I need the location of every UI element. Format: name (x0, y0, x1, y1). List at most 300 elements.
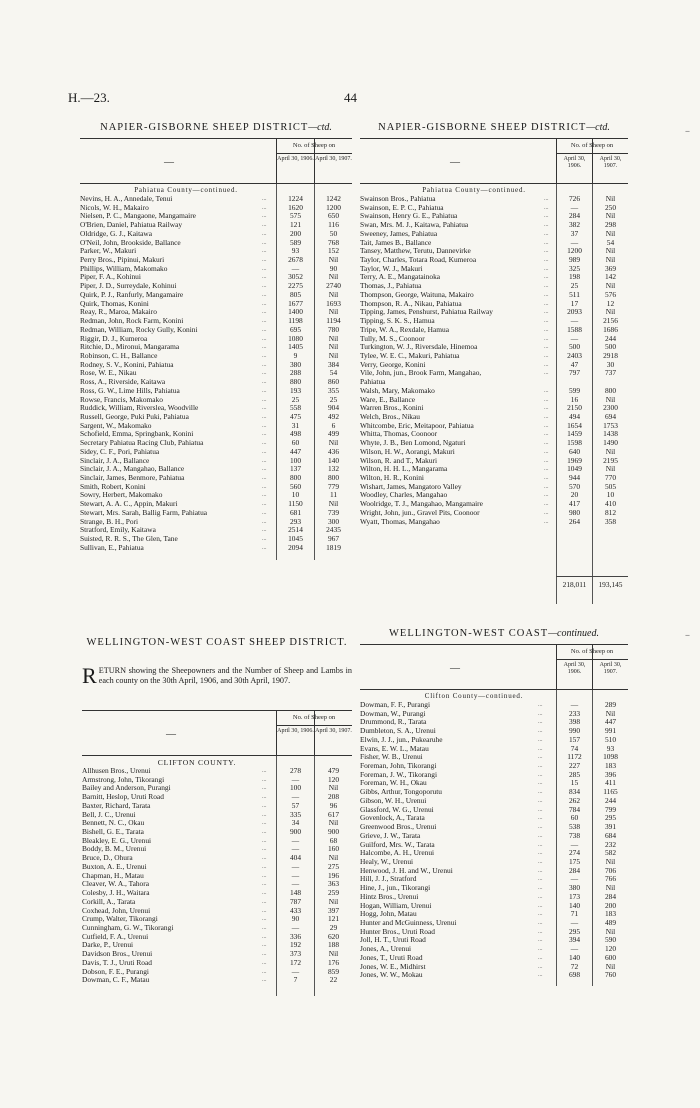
table-row (360, 230, 628, 239)
count-1906: 31 (291, 420, 300, 430)
table-row (80, 369, 352, 378)
leader-dots: ... (538, 937, 543, 944)
owner-name: Joll, H. T., Uruti Road (360, 936, 426, 945)
table-header: — No. of Sheep on April 30, 1906. April 30, 1907. (360, 644, 628, 690)
owner-name: Tully, M. S., Coonoor (360, 334, 425, 343)
owner-name: Fisher, W. B., Urenui (360, 753, 423, 762)
leader-dots: ... (544, 326, 549, 333)
owner-name: Dumbleton, S. A., Urenui (360, 727, 436, 736)
owner-name: Piper, F. A., Kohinui (80, 273, 141, 282)
count-1906: 834 (568, 787, 581, 797)
count-1907: 739 (327, 507, 340, 517)
table-row (82, 950, 352, 959)
count-1907: 295 (604, 813, 617, 823)
table-row (360, 788, 628, 797)
table-row (82, 880, 352, 889)
count-1906: 1045 (288, 534, 303, 544)
count-1906: 681 (289, 507, 302, 517)
leader-dots: ... (544, 396, 549, 403)
table-row (82, 968, 352, 977)
table-row (80, 361, 352, 370)
table-row (80, 212, 352, 221)
count-1906: — (291, 844, 300, 854)
leader-dots: ... (262, 881, 267, 888)
owner-name: Dobson, F. E., Purangi (82, 967, 149, 976)
owner-name: Evans, E. W. L., Matau (360, 744, 429, 753)
table-row (360, 509, 628, 518)
count-1907: 2300 (603, 403, 618, 413)
count-1906: 1969 (567, 455, 582, 465)
leader-dots: ... (544, 413, 549, 420)
leader-dots: ... (544, 318, 549, 325)
owner-name: Healy, W., Urenui (360, 857, 414, 866)
owner-name: Swainson, Henry G. E., Pahiatua (360, 212, 458, 221)
count-1906: 797 (568, 368, 581, 378)
owner-name: Bell, J. C., Urenui (82, 810, 136, 819)
table-row (360, 919, 628, 928)
count-1907: 232 (604, 839, 617, 849)
table-row (360, 936, 628, 945)
table-row (360, 823, 628, 832)
leader-dots: ... (262, 431, 267, 438)
count-1907: 10 (606, 490, 615, 500)
owner-name: Sullivan, E., Pahiatua (80, 543, 144, 552)
leader-dots: ... (544, 291, 549, 298)
count-1907: 355 (327, 385, 340, 395)
owner-name: Dowman, W., Purangi (360, 709, 426, 718)
count-1907: 510 (604, 734, 617, 744)
count-1906: 1172 (567, 752, 582, 762)
leader-dots: ... (538, 754, 543, 761)
count-1906: 16 (570, 394, 579, 404)
table-row (360, 910, 628, 919)
table-row (80, 448, 352, 457)
table-row (360, 291, 628, 300)
count-1907: 650 (327, 211, 340, 221)
leader-dots: ... (262, 898, 267, 905)
owner-name: Nicols, W. H., Makairo (80, 203, 149, 212)
owner-name: Ware, E., Ballance (360, 395, 416, 404)
owner-name: Hintz Bros., Urenui (360, 892, 419, 901)
table-row (360, 404, 628, 413)
owner-name: Swainson Bros., Pahiatua (360, 195, 436, 203)
leader-dots: ... (538, 946, 543, 953)
leader-dots: ... (262, 291, 267, 298)
leader-dots: ... (544, 466, 549, 473)
count-1906: 500 (568, 342, 581, 352)
table-row (80, 387, 352, 396)
leader-dots: ... (538, 954, 543, 961)
owner-name: Armstrong, John, Tikorangi (82, 775, 165, 784)
leader-dots: ... (544, 405, 549, 412)
table-row (80, 518, 352, 527)
header-1907: April 30, 1907. (315, 156, 352, 162)
leader-dots: ... (262, 361, 267, 368)
leader-dots: ... (262, 872, 267, 879)
owner-name: Dowman, C. F., Matau (82, 976, 150, 985)
owner-name: Warren Bros., Konini (360, 404, 424, 413)
count-1907: 500 (604, 342, 617, 352)
table-row (80, 526, 352, 535)
owner-name: Reay, R., Maroa, Makairo (80, 308, 157, 317)
count-1906: 373 (289, 949, 302, 959)
table-row (80, 422, 352, 431)
count-1907: Nil (328, 818, 339, 828)
count-1907: 967 (327, 534, 340, 544)
count-1907: Nil (605, 394, 616, 404)
table-row (360, 841, 628, 850)
table-row (360, 762, 628, 771)
leader-dots: ... (538, 780, 543, 787)
count-1907: 188 (327, 940, 340, 950)
table-row (360, 771, 628, 780)
owner-name: Ross, G. W., Lime Hills, Pahiatua (80, 386, 180, 395)
leader-dots: ... (538, 736, 543, 743)
count-1906: 200 (289, 228, 302, 238)
table-row (360, 483, 628, 492)
count-1907: 2740 (326, 281, 341, 291)
count-1907: Nil (605, 255, 616, 265)
count-1907: Nil (605, 246, 616, 256)
leader-dots: ... (262, 518, 267, 525)
owner-name: Barnitt, Heslop, Uruti Road (82, 793, 164, 802)
count-1907: 2156 (603, 316, 618, 326)
owner-name: Jones, W. E., Midhirst (360, 962, 426, 971)
count-1907: 369 (604, 263, 617, 273)
count-1907: 132 (327, 464, 340, 474)
count-1907: Nil (328, 272, 339, 282)
owner-name: Taylor, W. J., Makuri (360, 264, 423, 273)
leader-dots: ... (262, 326, 267, 333)
count-1906: 335 (289, 809, 302, 819)
table-row (360, 439, 628, 448)
count-1907: 694 (604, 411, 617, 421)
owner-name: Phillips, William, Makomako (80, 264, 168, 273)
table-row (80, 343, 352, 352)
table-row (360, 265, 628, 274)
owner-name: Bishell, G. E., Tarata (82, 828, 144, 837)
count-1906: — (570, 333, 579, 343)
table-row (360, 893, 628, 902)
table-row (80, 256, 352, 265)
count-1906: 60 (291, 438, 300, 448)
count-1906: 698 (568, 970, 581, 980)
table-row (80, 500, 352, 509)
owner-name: Crump, Walter, Tikorangi (82, 915, 158, 924)
table-header: — No. of Sheep on April 30, 1906. April 30, 1907. (80, 138, 352, 184)
leader-dots: ... (538, 963, 543, 970)
count-1907: 800 (327, 473, 340, 482)
table-row (80, 291, 352, 300)
leader-dots: ... (262, 274, 267, 281)
owner-name: Turkington, W. J., Riversdale, Hinemoa (360, 343, 478, 352)
count-1906: 1677 (288, 298, 303, 308)
count-1907: 489 (604, 917, 617, 927)
table-row (82, 811, 352, 820)
leader-dots: ... (538, 789, 543, 796)
leader-dots: ... (538, 728, 543, 735)
table-row (82, 907, 352, 916)
count-1906: — (570, 917, 579, 927)
count-1906: 538 (568, 822, 581, 832)
leader-dots: ... (544, 248, 549, 255)
owner-name: Tansey, Matthew, Terutu, Dannevirke (360, 247, 471, 256)
owner-name: Thompson, R. A., Nikau, Pahiatua (360, 299, 462, 308)
leader-dots: ... (262, 776, 267, 783)
count-1907: 142 (604, 272, 617, 282)
owner-name: Sargent, W., Makomako (80, 421, 152, 430)
table-row (80, 247, 352, 256)
count-1906: 274 (568, 848, 581, 858)
leader-dots: ... (538, 972, 543, 979)
table-row (80, 544, 352, 553)
leader-dots: ... (538, 824, 543, 831)
owner-name: Whitcombe, Eric, Meitapoor, Pahiatua (360, 421, 474, 430)
leader-dots: ... (262, 959, 267, 966)
count-1907: 2195 (603, 455, 618, 465)
table-row (82, 793, 352, 802)
table-row (80, 352, 352, 361)
count-1906: 71 (570, 909, 579, 919)
header-no-sheep: No. of Sheep on (276, 711, 352, 726)
table-row (80, 308, 352, 317)
count-1906: 193 (289, 385, 302, 395)
leader-dots: ... (544, 274, 549, 281)
count-1907: Nil (605, 307, 616, 317)
leader-dots: ... (544, 448, 549, 455)
table-row (360, 491, 628, 500)
table-row (360, 369, 628, 378)
leader-dots: ... (544, 352, 549, 359)
count-1906: 233 (568, 708, 581, 718)
leader-dots: ... (544, 457, 549, 464)
table-row (80, 465, 352, 474)
header-1907: April 30, 1907. (315, 728, 352, 734)
count-1906: 173 (568, 891, 581, 901)
count-1906: 900 (289, 827, 302, 837)
header-1907: April 30, 1907. (599, 156, 622, 169)
leader-dots: ... (262, 829, 267, 836)
count-1906: 1405 (288, 342, 303, 352)
count-1907: 1242 (326, 194, 341, 203)
count-1907: 93 (606, 743, 615, 753)
leader-dots: ... (262, 863, 267, 870)
count-1907: Nil (328, 853, 339, 863)
count-1906: — (291, 774, 300, 784)
owner-name: Baxter, Richard, Tarata (82, 801, 151, 810)
leader-dots: ... (262, 820, 267, 827)
count-1907: 275 (327, 861, 340, 871)
table-row (360, 963, 628, 972)
count-1907: 152 (327, 246, 340, 256)
count-1907: 768 (327, 237, 340, 247)
table-row (360, 902, 628, 911)
count-1906: 90 (291, 914, 300, 924)
leader-dots: ... (544, 492, 549, 499)
count-1907: 499 (327, 429, 340, 439)
table-header: — No. of Sheep on April 30, 1906. April 30, 1907. (360, 138, 628, 184)
table-row (80, 273, 352, 282)
table-row (360, 867, 628, 876)
count-1906: 37 (570, 228, 579, 238)
count-1907: 250 (604, 202, 617, 212)
owner-name: Secretary Pahiatua Racing Club, Pahiatua (80, 439, 204, 448)
count-1907: 244 (604, 333, 617, 343)
count-1907: 11 (329, 490, 338, 500)
count-1907: 2918 (603, 350, 618, 360)
leader-dots: ... (262, 475, 267, 481)
table-row (82, 845, 352, 854)
count-1906: 325 (568, 263, 581, 273)
napier-gisborne-table-right (360, 122, 628, 604)
count-1907: 706 (604, 865, 617, 875)
owner-name: Bennett, N. C., Okau (82, 819, 145, 828)
leader-dots: ... (262, 204, 267, 211)
owner-name: Tripe, W. A., Rexdale, Hamua (360, 325, 450, 334)
count-1907: 363 (327, 879, 340, 889)
leader-dots: ... (262, 370, 267, 377)
count-1907: 590 (604, 935, 617, 945)
owner-name: Ruddick, William, Riverslea, Woodville (80, 404, 199, 413)
count-1906: 175 (568, 856, 581, 866)
table-row (360, 212, 628, 221)
count-1907: 244 (604, 795, 617, 805)
leader-dots: ... (538, 858, 543, 865)
count-1907: 25 (329, 394, 338, 404)
table-row (80, 230, 352, 239)
table-row (360, 814, 628, 823)
table-row (360, 221, 628, 230)
count-1906: 2150 (567, 403, 582, 413)
owner-name: Hill, J. J., Stratford (360, 875, 417, 884)
owner-name: Terry, A. E., Mangatainoka (360, 273, 441, 282)
count-1906: 990 (568, 726, 581, 736)
count-1907: 120 (604, 944, 617, 954)
leader-dots: ... (262, 501, 267, 508)
leader-dots: ... (544, 283, 549, 290)
owner-name: Wilson, R. and T., Makuri (360, 456, 438, 465)
leader-dots: ... (262, 213, 267, 220)
return-intro: RETURN showing the Sheepowners and the Number of Sheep and Lambs in each county on the 30th April, 1906, and 30th April, 1907. (82, 663, 352, 688)
table-row (360, 256, 628, 265)
count-1907: 582 (604, 848, 617, 858)
table-row (80, 404, 352, 413)
wellington-west-coast-table-right (360, 628, 628, 986)
count-1906: 60 (570, 813, 579, 823)
count-1907: 492 (327, 411, 340, 421)
leader-dots: ... (544, 431, 549, 438)
count-1907: Nil (605, 446, 616, 456)
count-1907: 12 (606, 298, 615, 308)
table-row (360, 335, 628, 344)
leader-dots: ... (544, 501, 549, 508)
leader-dots: ... (262, 536, 267, 543)
owner-name: Hunter Bros., Uruti Road (360, 927, 435, 936)
count-1906: — (291, 922, 300, 932)
owner-name: Bailey and Anderson, Purangi (82, 784, 171, 793)
count-1906: 148 (289, 888, 302, 898)
table-row (360, 701, 628, 710)
table-row (82, 802, 352, 811)
table-row (360, 352, 628, 361)
owner-name: O'Neil, John, Brookside, Ballance (80, 238, 181, 247)
table-row (360, 430, 628, 439)
leader-dots: ... (262, 265, 267, 272)
table-row (80, 439, 352, 448)
count-1906: 1200 (567, 246, 582, 256)
leader-dots: ... (538, 841, 543, 848)
count-1906: 1198 (288, 316, 303, 326)
table-row (80, 457, 352, 466)
leader-dots: ... (262, 387, 267, 394)
count-1907: 196 (327, 870, 340, 880)
count-1907: 1194 (326, 316, 341, 326)
owner-name: Rose, W. E., Nikau (80, 369, 137, 378)
leader-dots: ... (262, 413, 267, 420)
leader-dots: ... (262, 916, 267, 923)
owner-name: Tait, James B., Ballance (360, 238, 432, 247)
count-1907: 6 (331, 420, 336, 430)
leader-dots: ... (538, 745, 543, 752)
leader-dots: ... (538, 832, 543, 839)
count-1907: 1490 (603, 438, 618, 448)
table-row (80, 221, 352, 230)
owner-name: Jones, T., Uruti Road (360, 953, 423, 962)
owner-name: Govenlock, A., Tarata (360, 814, 425, 823)
owner-name: Hunter and McGuinness, Urenui (360, 918, 457, 927)
leader-dots: ... (538, 867, 543, 874)
leader-dots: ... (262, 222, 267, 229)
table-row (360, 779, 628, 788)
owner-name: Bleakley, E. G., Urenui (82, 836, 152, 845)
count-1906: 880 (289, 377, 302, 387)
table-row (360, 422, 628, 431)
owner-name: Robinson, C. H., Ballance (80, 351, 158, 360)
leader-dots: ... (538, 902, 543, 909)
leader-dots: ... (538, 763, 543, 770)
owner-name: Vile, John, jun., Brook Farm, Mangahao, (360, 369, 482, 378)
count-1907: 120 (327, 774, 340, 784)
count-1906: 944 (568, 473, 581, 482)
count-1906: 800 (289, 473, 302, 482)
owner-name: Gibbs, Arthur, Tongoporutu (360, 788, 442, 797)
owner-name: Ross, A., Riverside, Kaitawa (80, 378, 166, 387)
leader-dots: ... (262, 440, 267, 447)
count-1907: 900 (327, 827, 340, 837)
table-row (360, 361, 628, 370)
table-row (80, 430, 352, 439)
count-1907: 576 (604, 289, 617, 299)
count-1907: 411 (605, 778, 616, 788)
table-row (82, 959, 352, 968)
header-1906: April 30, 1906. (277, 728, 314, 734)
leader-dots: ... (262, 768, 267, 774)
count-1907: 176 (327, 957, 340, 967)
table-row (360, 457, 628, 466)
table-row (360, 273, 628, 282)
leader-dots: ... (544, 344, 549, 351)
owner-name: Gibson, W. H., Urenui (360, 796, 427, 805)
owner-name: Henwood, J. H. and W., Urenui (360, 866, 453, 875)
leader-dots: ... (538, 911, 543, 918)
owner-name: Davis, T. J., Uruti Road (82, 958, 152, 967)
count-1906: 20 (570, 490, 579, 500)
count-1907: 1165 (603, 787, 618, 797)
count-1906: 192 (289, 940, 302, 950)
owner-name: Rodney, S. V., Konini, Pahiatua (80, 360, 174, 369)
count-1906: 288 (289, 368, 302, 378)
count-1906: 558 (289, 403, 302, 413)
